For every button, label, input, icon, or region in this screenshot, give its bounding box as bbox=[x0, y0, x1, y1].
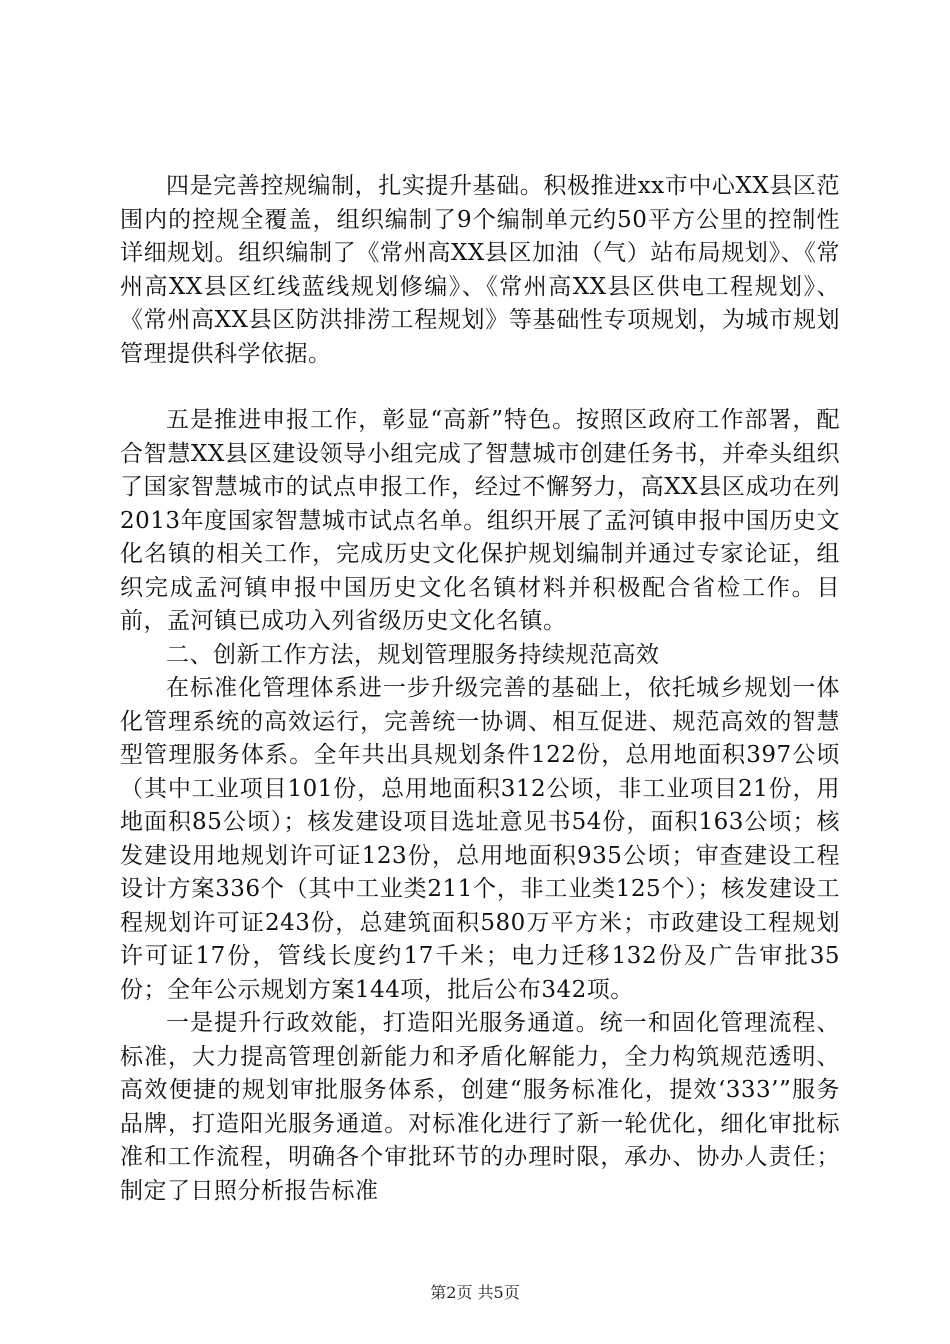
page-number-footer: 第2页 共5页 bbox=[430, 1283, 520, 1302]
paragraph-planning-compilation: 四是完善控规编制，扎实提升基础。积极推进xx市中心XX县区范围内的控规全覆盖，组织编制了9个编制单元约50平方公里的控制性详细规划。组织编制了《常州高XX县区加油（气）站布局规划》、《常州高XX县区红线蓝线规划修编》、《常州高XX县区供电工程规划》、《常州高XX县区防洪排涝工程规划》等基础性专项规划，为城市规划管理提供科学依据。 bbox=[120, 173, 840, 367]
paragraph-management-statistics: 在标准化管理体系进一步升级完善的基础上，依托城乡规划一体化管理系统的高效运行，完善统一协调、相互促进、规范高效的智慧型管理服务体系。全年共出具规划条件122份，总用地面积397公顷（其中工业项目101份，总用地面积312公顷，非工业项目21份，用地面积85公顷）；核发建设项目选址意见书54份，面积163公顷；核发建设用地规划许可证123份，总用地面积935公顷；审查建设工程设计方案336个（其中工业类211个，非工业类125个）；核发建设工程规划许可证243份，总建筑面积580万平方米；市政建设工程规划许可证17份，管线长度约17千米；电力迁移132份及广告审批35份；全年公示规划方案144项，批后公布342项。 bbox=[120, 675, 840, 1003]
paragraph-administrative-efficiency: 一是提升行政效能，打造阳光服务通道。统一和固化管理流程、标准，大力提高管理创新能力和矛盾化解能力，全力构筑规范透明、高效便捷的规划审批服务体系，创建“服务标准化，提效‘333’”服务品牌，打造阳光服务通道。对标准化进行了新一轮优化，细化审批标准和工作流程，明确各个审批环节的办理时限，承办、协办人责任；制定了日照分析报告标准 bbox=[120, 1010, 840, 1204]
paragraph-application-work: 五是推进申报工作，彰显“高新”特色。按照区政府工作部署，配合智慧XX县区建设领导小组完成了智慧城市创建任务书，并牵头组织了国家智慧城市的试点申报工作，经过不懈努力，高XX县区成功在列2013年度国家智慧城市试点名单。组织开展了孟河镇申报中国历史文化名镇的相关工作，完成历史文化保护规划编制并通过专家论证，组织完成孟河镇申报中国历史文化名镇材料并积极配合省检工作。目前，孟河镇已成功入列省级历史文化名镇。 bbox=[120, 407, 840, 634]
document-body bbox=[120, 170, 840, 1208]
section-heading-innovation: 二、创新工作方法，规划管理服务持续规范高效 bbox=[166, 641, 660, 668]
